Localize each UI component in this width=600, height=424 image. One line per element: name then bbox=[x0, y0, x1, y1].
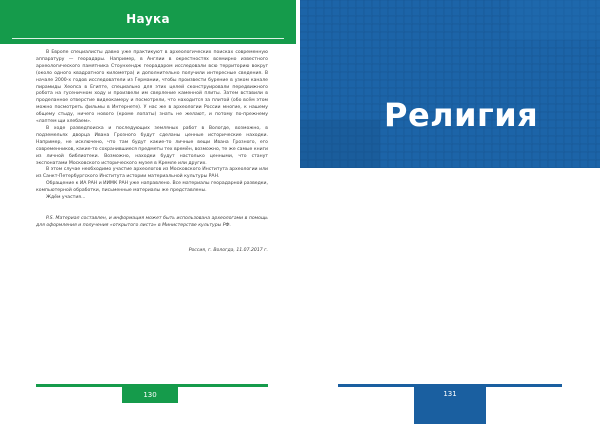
paragraph: Обращение к ИА РАН и ИИМК РАН уже направлено. Все материалы георадарной разведки, компьютерной обработки, письменные материалы же представлены. bbox=[36, 181, 268, 194]
section-banner bbox=[300, 0, 600, 168]
page-number: 131 bbox=[443, 390, 457, 398]
header-rule bbox=[12, 38, 284, 39]
paragraph: В Европе специалисты давно уже практикуют в археологических поисках современную аппаратуру — георадары. Например, в Англии в окрестностях всемирно известного археологического памятника Стоунхендж георадаром исследовали всю территорию вокруг (около одного квадратного километра) и дополнительно получили интересные сведения. В начале 2000-х годов исследователи из Германии, чтобы произвести бурение в узком канале пирамиды Хеопса в Египте, специально для этих целей сконструировали передвижного робота на гусеничном ходу и произвели им сверление каменной плиты. Затем вставили в проделанное отверстие видеокамеру и посмотрели, что находится за плитой (обо всём этом можно посмотреть фильмы в Интернете). У нас же в археологии России многие, к нашему общему стыду, ничего нового (кроме лопаты) знать не желают, и потому по-прежнему «лаптем щи хлебаем». bbox=[36, 50, 268, 125]
section-title-religiya: Религия bbox=[384, 96, 539, 134]
signature-line: Россия, г. Вологда, 11.07.2017 г. bbox=[188, 248, 268, 253]
banner-texture bbox=[300, 0, 600, 168]
paragraph: В ходе разведпоиска и последующих земляных работ в Вологде, возможно, в подземельях дворца Ивана Грозного будут сделаны ценные исторические находки. Например, не исключено, что там будут какие-то личные вещи Ивана Грозного, его современников, какие-то сохранившиеся предметы тех времён, возможно, те же самые книги из личной библиотеки. Возможно, находки будут настолько ценными, что станут экспонатами Московского исторического музея в Кремле или других. bbox=[36, 125, 269, 166]
page-number-tab bbox=[122, 387, 178, 403]
section-title-nauka: Наука bbox=[126, 12, 170, 26]
paragraph: В этом случае необходимо участие археологов из Московского Института археологии или из Санкт-Петербургского Института истории материальной культуры РАН. bbox=[36, 167, 268, 180]
article-body bbox=[36, 50, 268, 202]
postscript-text: P.S. Материал составлен, и информация может быть использована археологами в помощь для оформления и получения «открытого листа» в Министерстве культуры РФ. bbox=[36, 216, 268, 228]
section-header bbox=[0, 0, 296, 44]
page-number-tab bbox=[414, 387, 486, 424]
right-page bbox=[300, 0, 600, 424]
postscript bbox=[36, 216, 268, 230]
page-number: 130 bbox=[143, 391, 157, 399]
paragraph: Ждём участия... bbox=[46, 195, 86, 201]
